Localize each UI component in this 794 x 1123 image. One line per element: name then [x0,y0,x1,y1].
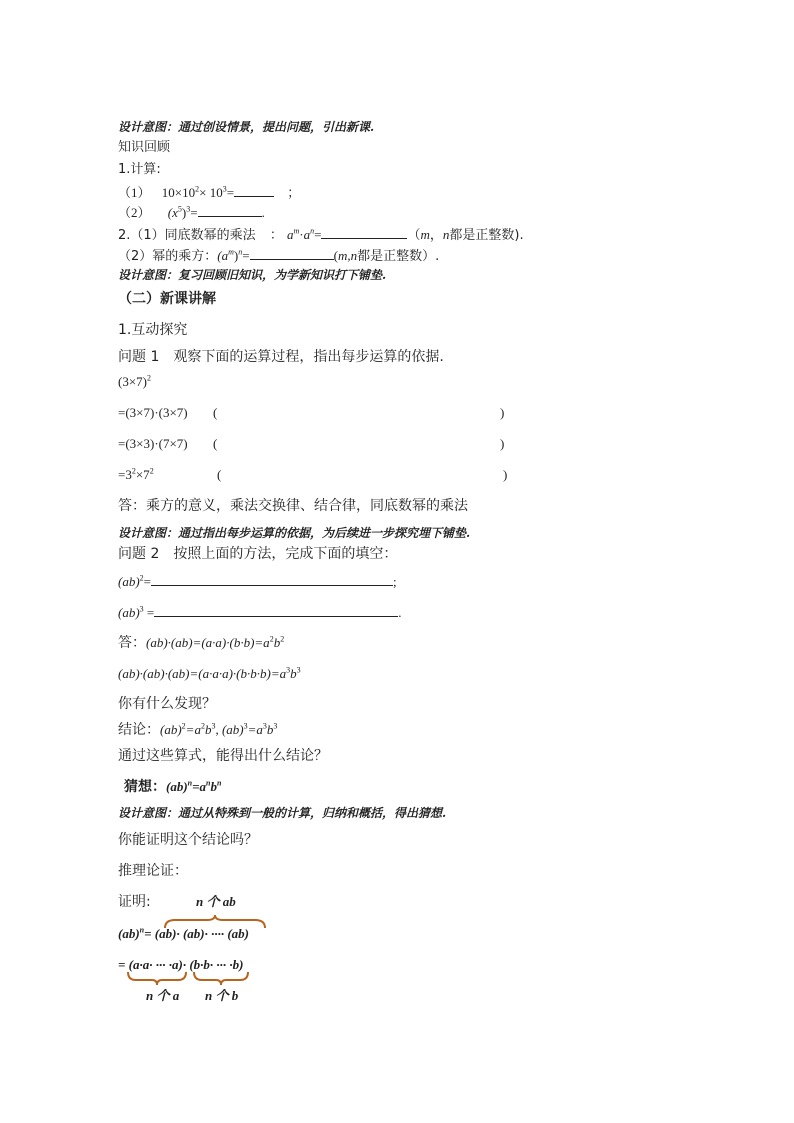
calc1-exp-a: 2 [195,184,200,194]
brace-top-label: n 个 ab [196,894,236,909]
step3-b: ×7 [135,467,150,482]
step3-exp-b: 2 [149,466,154,476]
answer-2-line-1 [118,635,284,652]
guess-exp3: n [217,778,222,788]
calc1-exp-b: 3 [222,184,227,194]
calc2-eq: = [190,205,198,220]
design-intent-1: 设计意图：通过创设情景，提出问题，引出新课. [118,120,375,134]
rule2-note-open: ( [333,248,338,263]
rule1-exp-m: m [293,226,300,236]
fill1-answer-blank[interactable] [151,573,393,586]
fill2-answer-blank[interactable] [154,604,398,617]
step2-paren-open: ( [213,436,218,451]
rule2-label: （2）幂的乘方： [118,249,218,264]
brace-bottom-a-path [128,972,186,985]
rule2-answer-blank[interactable] [250,247,334,260]
brace-bottom-a [126,970,190,986]
rule2-eq: = [242,248,250,263]
calc2-label: （2） [118,205,151,220]
brace-bottom-b [192,970,252,986]
calc2-exp-in: 5 [177,204,182,214]
reasoning-title: 推理论证： [118,863,188,879]
rule1-eq: = [314,227,322,242]
prove-question: 你能证明这个结论吗？ [118,832,258,848]
concl-a-eq: =a [185,722,201,737]
fill2-end: . [398,605,402,620]
answer-2-line-2 [118,666,301,682]
conclusion [118,722,277,739]
step1-paren-open: ( [213,405,218,420]
calc2-end: . [261,205,265,220]
proof-line1-exp: n [139,925,145,935]
ans2-line1-exp-a: 2 [269,634,274,644]
fill-line-2 [118,604,402,621]
concl-b-b: b [266,722,274,737]
brace-bottom-b-path [194,972,248,985]
step-1: =(3×7)·(3×7) [118,405,188,420]
step-3 [118,467,154,483]
calc1-answer-blank[interactable] [234,184,274,197]
ans2-line1: (ab)·(ab)=(a·a)·(b·b)=a [146,635,270,650]
step3-paren-open: ( [217,467,222,482]
brace-bottom-b-label: n 个 b [205,988,239,1003]
rule1-base-a: a [286,227,294,242]
question-2: 问题 2 按照上面的方法，完成下面的填空： [118,546,398,562]
calc1-eq: = [226,185,235,200]
step3-a: =3 [118,467,132,482]
concl-prefix: 结论： [118,722,160,738]
explore-title: 1.互动探究 [118,322,188,338]
rule2-exp-m: m [228,247,234,257]
guess [124,779,221,796]
step2-paren-close: ) [500,436,505,451]
concl-b-exp2: 3 [262,721,267,731]
ans2-line1-exp-b: 2 [280,634,285,644]
guess-eq: =a [192,779,207,794]
step-2: =(3×3)·(7×7) [118,436,188,451]
calc-title: 1.计算: [118,162,161,177]
proof-label: 证明: [118,894,151,910]
rule2-exp-n: n [238,247,243,257]
rule1-note-open: （ [407,228,421,243]
concl-a-exp2: 2 [200,721,205,731]
concl-comma: , [215,722,222,737]
derive-question: 通过这些算式，能得出什么结论？ [118,748,328,764]
calc2-close: ) [181,205,187,220]
calc-item-1 [118,184,300,201]
question-1: 问题 1 观察下面的运算过程，指出每步运算的依据. [118,349,444,365]
brace-bottom-a-label: n 个 a [146,988,180,1003]
design-intent-3: 设计意图：通过指出每步运算的依据，为后续进一步探究埋下铺垫. [118,526,471,540]
rule1-note-comma: ， [429,228,443,243]
design-intent-4: 设计意图：通过从特殊到一般的计算，归纳和概括，得出猜想. [118,806,447,820]
rule1-dot: · [299,227,304,242]
step3-exp-a: 2 [131,466,136,476]
proof-line1-lhs: (ab) [118,926,140,941]
guess-expr: (ab) [166,779,188,794]
discovery-question: 你有什么发现？ [118,696,216,712]
fill2-lhs: (ab) [118,605,140,620]
rule2-note-mn: m,n [337,248,358,263]
calc2-expr: (x [167,205,178,220]
calc1-expr-b: × 10 [199,185,223,200]
rule2-note-tail: 都是正整数）. [357,249,440,264]
fill-line-1 [118,573,397,590]
ans2-line2-exp-b: 3 [296,665,301,675]
rule1-note-n: n [442,227,450,242]
proof-line-1 [118,926,249,942]
fill1-eq: = [143,574,152,589]
guess-b: b [210,779,217,794]
fill2-eq: = [143,605,155,620]
concl-b-exp: 3 [243,721,248,731]
rule1-note-tail: 都是正整数). [449,228,524,243]
concl-a-exp3: 3 [211,721,216,731]
calc2-answer-blank[interactable] [198,204,262,217]
concl-a-exp: 2 [181,721,186,731]
calc1-label: （1） [118,185,151,200]
calc-item-2 [118,204,265,221]
fill1-exp: 2 [139,573,144,583]
calc1-expr-a: 10×10 [161,185,196,200]
concl-b-eq: =a [247,722,263,737]
section-heading-new-lesson: （二）新课讲解 [118,291,216,307]
answer-1: 答：乘方的意义，乘法交换律、结合律，同底数幂的乘法 [118,498,468,514]
design-intent-2: 设计意图：复习回顾旧知识，为学新知识打下铺垫. [118,268,387,282]
step3-paren-close: ) [503,467,508,482]
ans2-line2: (ab)·(ab)·(ab)=(a·a·a)·(b·b·b)=a [118,666,287,681]
step0-expr: (3×7) [118,374,147,389]
ans2-line2-b: b [290,666,297,681]
calc2-exp-out: 3 [186,204,191,214]
fill2-exp: 3 [139,604,144,614]
concl-b: (ab) [221,722,244,737]
rule1-colon: ： [269,228,283,243]
concl-b-exp3: 3 [273,721,278,731]
rule1-note-m: m [420,227,430,242]
review-title: 知识回顾 [118,140,171,155]
rule1-answer-blank[interactable] [321,226,407,239]
rule1-exp-n: n [310,226,315,236]
rule1-label: 2.（1）同底数幂的乘法 [118,228,256,243]
rule-1 [118,226,524,244]
step-0 [118,374,151,390]
guess-label: 猜想： [124,779,166,795]
proof-line1-rhs: = (ab)· (ab)· ···· (ab) [144,926,250,941]
guess-exp2: n [206,778,211,788]
step1-paren-close: ) [500,405,505,420]
fill1-end: ; [393,574,397,589]
concl-a: (ab) [160,722,182,737]
fill1-lhs: (ab) [118,574,140,589]
rule-2 [118,247,439,265]
step0-exp: 2 [147,373,151,383]
rule2-close: ) [233,248,239,263]
concl-a-b: b [204,722,212,737]
ans2-line2-exp-a: 3 [286,665,291,675]
guess-exp: n [187,778,193,788]
calc1-end: ； [287,185,301,200]
rule1-base-b: a [303,227,311,242]
ans2-prefix: 答： [118,635,146,651]
proof-line-2: = (a·a· ··· ·a)· (b·b· ··· ·b) [118,957,244,972]
ans2-line1-b: b [273,635,281,650]
rule2-expr: (a [217,248,229,263]
